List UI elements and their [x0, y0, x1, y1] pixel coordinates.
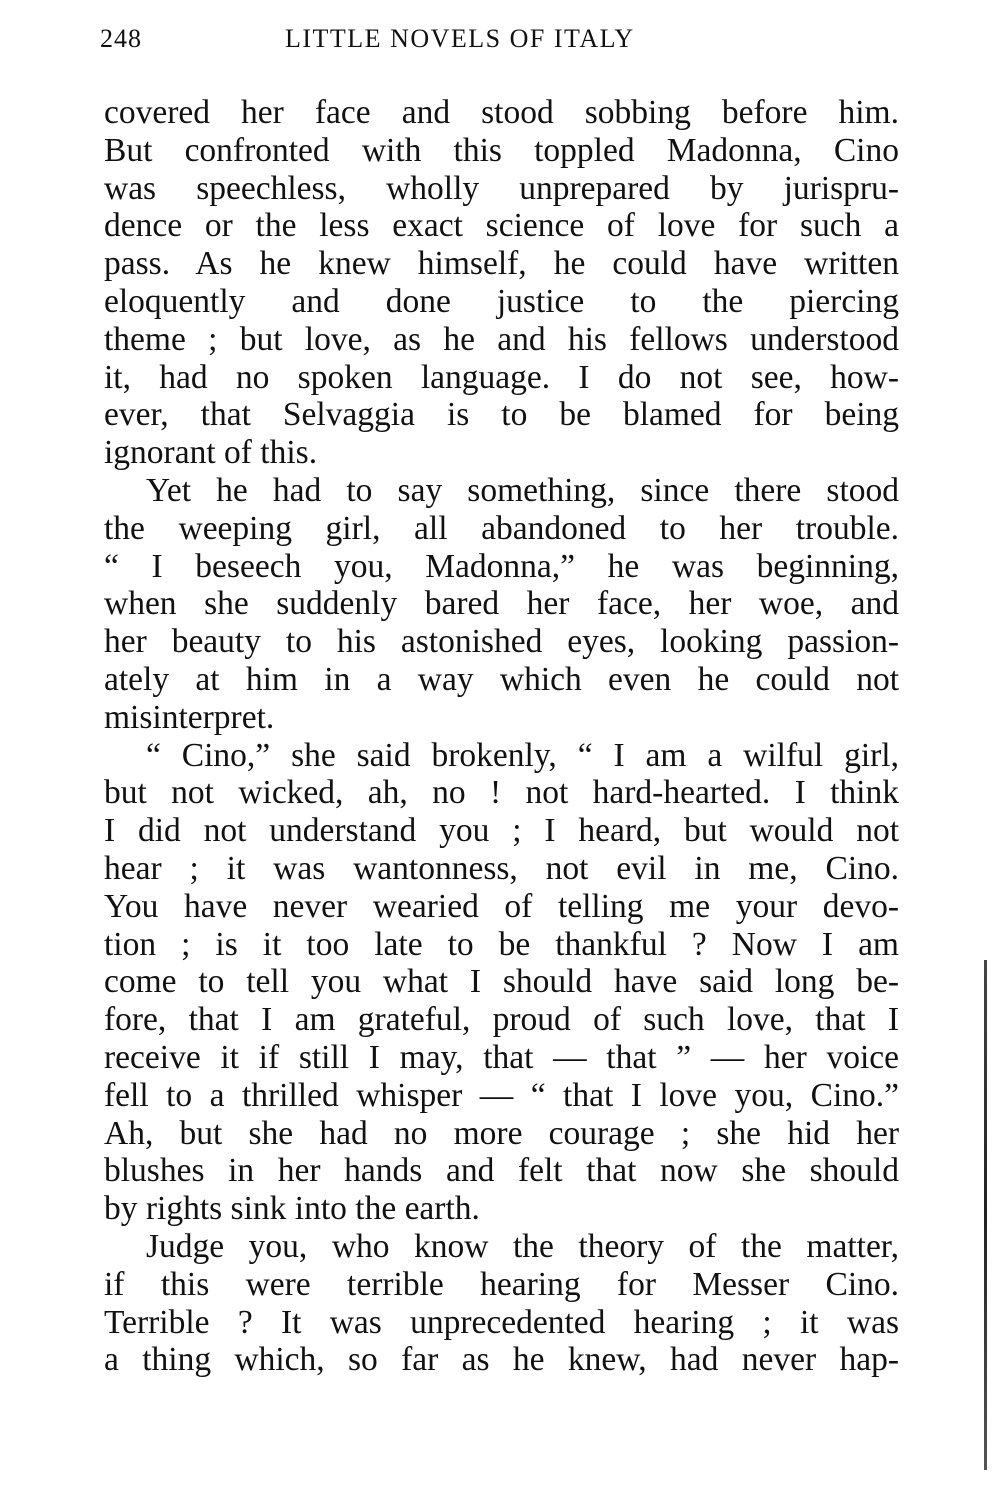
running-title: LITTLE NOVELS OF ITALY	[285, 24, 635, 53]
text-line: pass. As he knew himself, he could have written	[104, 245, 899, 283]
text-line: But confronted with this toppled Madonna, Cino	[104, 131, 899, 169]
text-line: “ I beseech you, Madonna,” he was beginning,	[104, 547, 899, 585]
text-line: a thing which, so far as he knew, had never hap-	[104, 1341, 899, 1379]
text-line: tion ; is it too late to be thankful ? Now I am	[104, 925, 899, 963]
running-header	[100, 24, 900, 64]
text-line: fell to a thrilled whisper — “ that I love you, Cino.”	[104, 1076, 899, 1114]
text-line: theme ; but love, as he and his fellows understood	[104, 320, 899, 358]
body-text	[104, 94, 899, 1379]
text-line: I did not understand you ; I heard, but would not	[104, 812, 899, 850]
text-line: was speechless, wholly unprepared by jurispru-	[104, 169, 899, 207]
text-line: hear ; it was wantonness, not evil in me, Cino.	[104, 849, 899, 887]
text-line: Yet he had to say something, since there stood	[146, 471, 899, 509]
text-line: Terrible ? It was unprecedented hearing ; it was	[104, 1303, 899, 1341]
text-line: the weeping girl, all abandoned to her trouble.	[104, 509, 899, 547]
text-line: if this were terrible hearing for Messer Cino.	[104, 1265, 899, 1303]
text-line: covered her face and stood sobbing before him.	[104, 94, 899, 131]
text-line: ignorant of this.	[104, 434, 318, 472]
text-line: when she suddenly bared her face, her woe, and	[104, 585, 899, 623]
page-number: 248	[100, 24, 142, 53]
text-line: come to tell you what I should have said long be-	[104, 963, 899, 1001]
text-line: her beauty to his astonished eyes, looking passion-	[104, 623, 899, 661]
text-line: ately at him in a way which even he could not	[104, 660, 899, 698]
text-line: ever, that Selvaggia is to be blamed for being	[104, 396, 899, 434]
page-edge-shadow	[984, 960, 987, 1470]
text-line: “ Cino,” she said brokenly, “ I am a wilful girl,	[146, 736, 899, 774]
text-line: misinterpret.	[104, 698, 275, 736]
text-line: but not wicked, ah, no ! not hard-hearted. I think	[104, 774, 899, 812]
text-line: blushes in her hands and felt that now she should	[104, 1152, 899, 1190]
text-line: it, had no spoken language. I do not see, how-	[104, 358, 899, 396]
text-line: Ah, but she had no more courage ; she hid her	[104, 1114, 899, 1152]
text-line: dence or the less exact science of love for such a	[104, 207, 899, 245]
text-line: eloquently and done justice to the piercing	[104, 282, 899, 320]
text-line: You have never wearied of telling me your devo-	[104, 887, 899, 925]
text-line: receive it if still I may, that — that ” — her voice	[104, 1038, 899, 1076]
text-line: by rights sink into the earth.	[104, 1190, 480, 1228]
text-line: Judge you, who know the theory of the matter,	[146, 1227, 899, 1265]
text-line: fore, that I am grateful, proud of such love, that I	[104, 1001, 899, 1039]
